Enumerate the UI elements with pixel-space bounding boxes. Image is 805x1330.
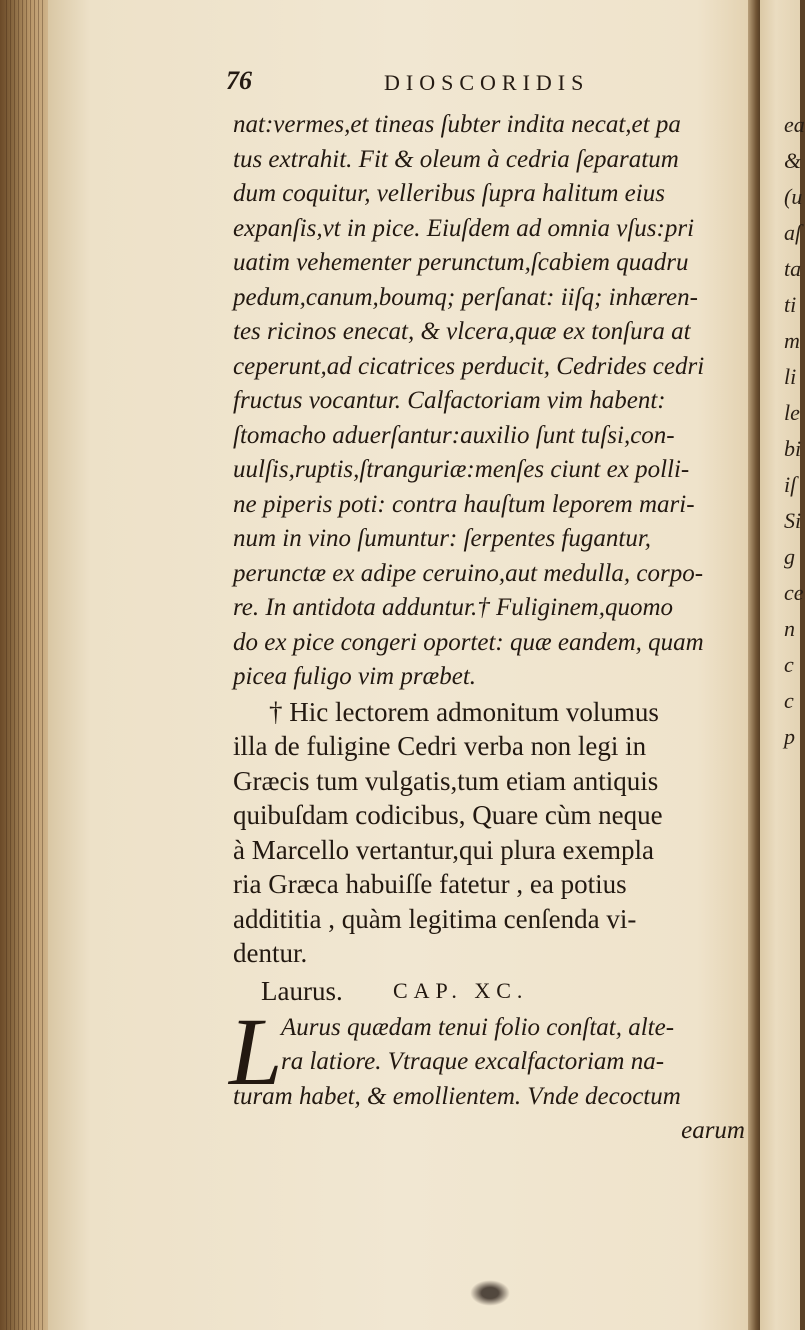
chapter-paragraph — [229, 997, 753, 1149]
chapter-number: CAP. XC. — [393, 977, 529, 1003]
facing-page-fragment: & — [784, 148, 802, 173]
text-line: num in vino ſumuntur: ſerpentes fugantur, — [233, 525, 652, 552]
facing-page-fragment: ti — [784, 292, 797, 317]
folio-number: 76 — [226, 66, 252, 95]
facing-page-fragment: c — [784, 688, 794, 713]
annotation-paragraph — [233, 695, 753, 971]
book-spine — [0, 0, 54, 1330]
italic-paragraph — [233, 108, 753, 695]
text-line: uatim vehementer perunctum,ſcabiem quadru — [233, 249, 689, 276]
facing-page-fragment: c — [784, 652, 794, 677]
facing-page-fragment: ea — [784, 112, 805, 137]
text-line: ne piperis poti: contra hauſtum leporem mari- — [233, 490, 695, 518]
text-line: quibuſdam codicibus, Quare cùm neque — [233, 800, 663, 830]
page-edges — [6, 0, 46, 1330]
text-block — [229, 108, 753, 1149]
text-line: dum coquitur, velleribus ſupra halitum eius — [233, 180, 665, 207]
drop-cap: L — [229, 997, 283, 1105]
text-line: ria Græca habuiſſe fatetur , ea potius — [233, 869, 627, 899]
text-line: tes ricinos enecat, & vlcera,quæ ex tonſura at — [233, 318, 691, 345]
text-line: addititia , quàm legitima cenſenda vi- — [233, 903, 637, 934]
facing-page-fragment: bi — [784, 436, 802, 461]
text-line: nat:vermes,et tineas ſubter indita necat,et pa — [233, 111, 681, 138]
facing-page-fragment: (u — [784, 184, 803, 209]
facing-page-fragment: Si — [784, 508, 802, 533]
text-line: perunctæ ex adipe ceruino,aut medulla, corpo- — [233, 559, 704, 587]
facing-page-fragment: p — [784, 724, 795, 749]
facing-page-fragment: m — [784, 328, 800, 353]
facing-page-fragment: ta — [784, 256, 802, 281]
chapter-heading — [233, 971, 753, 1011]
facing-page-fragment: ce — [784, 580, 804, 605]
facing-page-fragment: iſ — [784, 472, 797, 497]
text-line: tus extrahit. Fit & oleum à cedria ſeparatum — [233, 145, 679, 173]
text-line: picea fuligo vim præbet. — [233, 663, 477, 690]
page-header — [226, 66, 746, 100]
text-line: Aurus quædam tenui folio conſtat, alte- — [281, 1013, 675, 1041]
facing-page-fragment: g — [784, 544, 795, 569]
text-line: illa de fuligine Cedri verba non legi in — [233, 731, 647, 761]
text-line: re. In antidota adduntur.† Fuliginem,quomo — [233, 594, 674, 621]
text-line: expanſis,vt in pice. Eiuſdem ad omnia vſus:pri — [233, 214, 695, 242]
text-line: à Marcello vertantur,qui plura exempla — [233, 834, 654, 865]
facing-page-fragment: aſ — [784, 220, 802, 245]
chapter-title: Laurus. — [261, 975, 343, 1006]
text-line: do ex pice congeri oportet: quæ eandem, quam — [233, 628, 704, 656]
ink-blot — [470, 1280, 510, 1306]
text-line: ceperunt,ad cicatrices perducit, Cedrides cedri — [233, 352, 705, 380]
text-line: ra latiore. Vtraque excalfactoriam na- — [281, 1048, 665, 1075]
text-line: pedum,canum,boumq; perſanat: iiſq; inhæren- — [233, 283, 698, 311]
text-line: Græcis tum vulgatis,tum etiam antiquis — [233, 765, 659, 796]
text-line: turam habet, & emollientem. Vnde decoctum — [233, 1082, 681, 1110]
facing-page-fragment: le — [784, 400, 800, 425]
text-line: † Hic lectorem admonitum volumus — [269, 696, 659, 727]
facing-page-edge — [760, 0, 805, 1330]
facing-page-fragment: n — [784, 616, 795, 641]
text-line: uulſis,ruptis,ſtranguriæ:menſes ciunt ex polli- — [233, 456, 690, 483]
running-head: DIOSCORIDIS — [384, 70, 590, 95]
text-line: fructus vocantur. Calfactoriam vim habent: — [233, 387, 666, 414]
text-line: dentur. — [233, 938, 308, 968]
text-line: earum — [681, 1117, 745, 1144]
facing-page-fragment: li — [784, 364, 797, 389]
text-line: ſtomacho aduerſantur:auxilio ſunt tuſsi,con- — [233, 421, 675, 449]
